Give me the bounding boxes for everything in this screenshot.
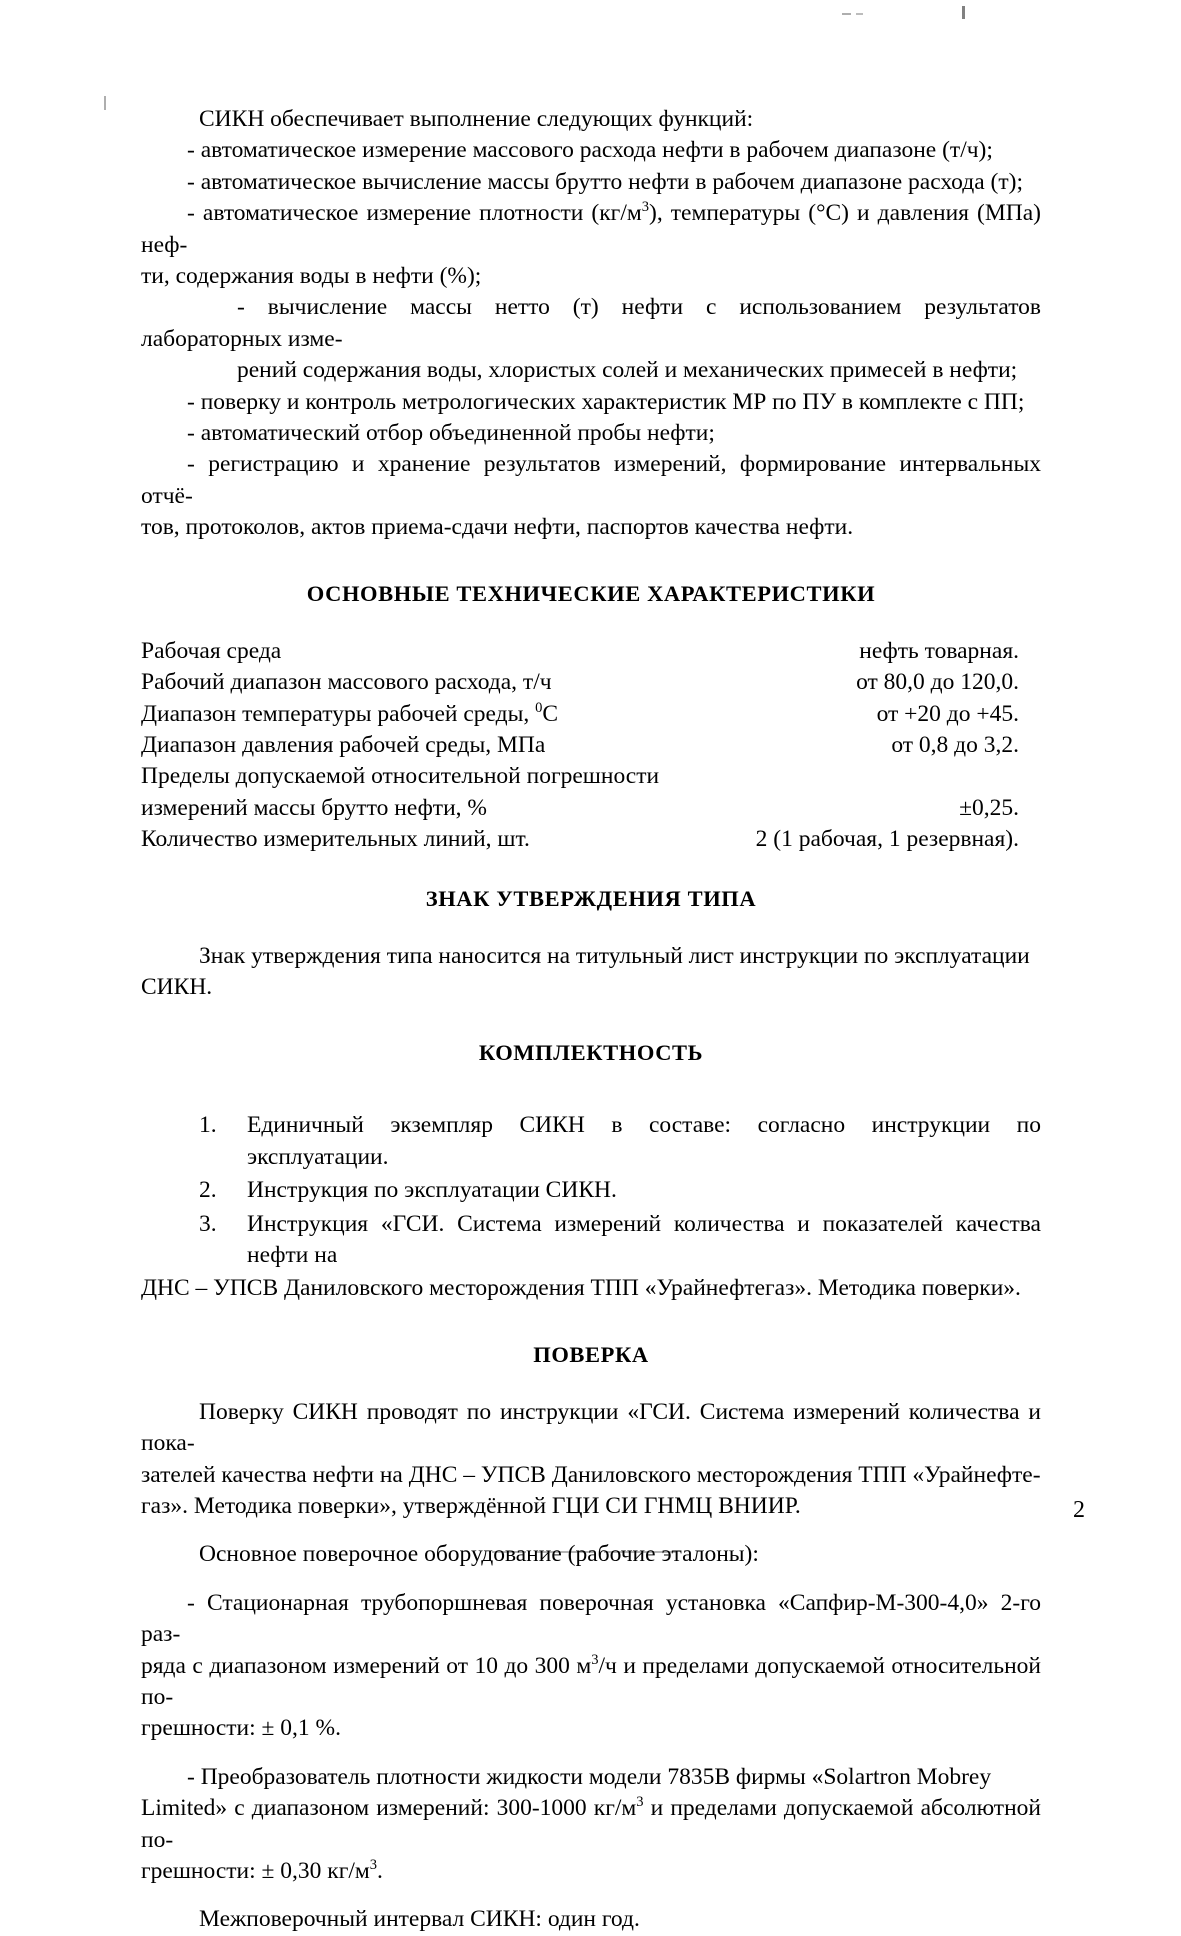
scan-artifact [856, 13, 863, 15]
verification-section [141, 1339, 1041, 1936]
list-text: Единичный экземпляр СИКН в составе: согласно инструкции по эксплуатации. [247, 1112, 1041, 1170]
specifications-section [141, 578, 1041, 856]
spec-row [141, 793, 1019, 824]
superscript-three: 3 [636, 1794, 644, 1811]
verification-paragraph-line-2: зателей качества нефти на ДНС – УПСВ Даниловского месторождения ТПП «Урайнефте- [141, 1461, 1041, 1488]
completeness-item-3-continuation: ДНС – УПСВ Даниловского месторождения ТПП «Урайнефтегаз». Методика поверки». [141, 1275, 1021, 1302]
verification-interval: Межповерочный интервал СИКН: один год. [199, 1906, 640, 1933]
scan-artifact [842, 13, 851, 15]
superscript-degree: 0 [535, 699, 543, 716]
spec-value: 2 (1 рабочая, 1 резервная). [755, 826, 1019, 853]
verification-paragraph-line-3: газ». Методика поверки», утверждённой ГЦИ СИ ГНМЦ ВНИИР. [141, 1493, 801, 1519]
verification-paragraph-line-1: Поверку СИКН проводят по инструкции «ГСИ. Система измерений количества и пока- [141, 1398, 1041, 1457]
verification-equipment-intro: Основное поверочное оборудование (рабочие эталоны): [199, 1541, 759, 1568]
scan-artifact [104, 96, 106, 110]
list-text: Инструкция по эксплуатации СИКН. [247, 1177, 617, 1204]
approval-mark-heading: ЗНАК УТВЕРЖДЕНИЯ ТИПА [425, 885, 757, 911]
completeness-section [141, 1037, 1041, 1304]
list-item [141, 1110, 1041, 1173]
spec-value: от 0,8 до 3,2. [891, 731, 1019, 758]
spec-row [141, 730, 1019, 761]
spec-row [141, 667, 1019, 698]
equipment-1-line-2: ряда с диапазоном измерений от 10 до 300 $м^3/ч$ и пределами допускаемой относительной по- [141, 1651, 1041, 1711]
equipment-1-line-1: - Стационарная трубопоршневая поверочная установка «Сапфир-М-300-4,0» 2-го раз- [141, 1589, 1041, 1648]
spec-label: Рабочая среда [141, 637, 282, 664]
function-item: - вычисление массы нетто (т) нефти с использованием результатов лабораторных изме- рений содержания воды, хлористых солей и механических примесей в нефти; [141, 294, 1041, 384]
list-marker: 3. [199, 1210, 217, 1237]
completeness-heading: КОМПЛЕКТНОСТЬ [478, 1040, 704, 1066]
scan-artifact [962, 6, 965, 19]
spec-label: Диапазон температуры рабочей среды, $^0$С [141, 699, 559, 727]
equipment-2-line-1: - Преобразователь плотности жидкости модели 7835В фирмы «Solartron Mobrey [187, 1763, 992, 1790]
spec-value: от 80,0 до 120,0. [856, 669, 1019, 696]
list-marker: 2. [199, 1177, 217, 1204]
function-item: - поверку и контроль метрологических характеристик МР по ПУ в комплекте с ПП; [187, 388, 1025, 415]
functions-list [141, 135, 1041, 543]
spec-value: нефть товарная. [859, 637, 1019, 664]
spec-value: от +20 до +45. [876, 700, 1019, 727]
list-item [141, 1175, 1041, 1206]
document-body [141, 104, 1041, 1936]
function-item: - автоматическое измерение плотности $(кг/м^3)$, температуры (°С) и давления (МПа) неф- ти, содержания воды в нефти (%); [141, 199, 1041, 290]
list-marker: 1. [199, 1112, 217, 1139]
function-item: - регистрацию и хранение результатов измерений, формирование интервальных отчё- тов, протоколов, актов приема-сдачи нефти, паспортов качества нефти. [141, 451, 1041, 541]
approval-mark-section [141, 883, 1041, 1004]
spec-label: Рабочий диапазон массового расхода, т/ч [141, 669, 552, 696]
functions-lead: СИКН обеспечивает выполнение следующих функций: [199, 106, 754, 132]
function-item: - автоматическое измерение массового расхода нефти в рабочем диапазоне (т/ч); [187, 137, 993, 164]
spec-row [141, 699, 1019, 730]
spec-value: ±0,25. [959, 794, 1019, 821]
equipment-1-line-3: грешности: ± 0,1 %. [141, 1715, 341, 1742]
spec-row [141, 636, 1019, 667]
function-item: - автоматическое вычисление массы брутто нефти в рабочем диапазоне расхода (т); [187, 168, 1023, 195]
approval-mark-line-1: Знак утверждения типа наносится на титульный лист инструкции по эксплуатации [199, 942, 1030, 969]
completeness-list [141, 1110, 1041, 1271]
equipment-2-line-2: Limited» с диапазоном измерений: 300-1000 $кг/м^3$ и пределами допускаемой абсолютной по- [141, 1794, 1041, 1853]
verification-heading: ПОВЕРКА [533, 1341, 649, 1367]
spec-label: Пределы допускаемой относительной погрешности [141, 763, 660, 790]
spec-label: Диапазон давления рабочей среды, МПа [141, 731, 546, 758]
superscript-three: 3 [641, 199, 649, 216]
function-item: - автоматический отбор объединенной пробы нефти; [187, 420, 715, 447]
equipment-2-line-3: грешности: ± 0,30 $кг/м^3$. [141, 1857, 383, 1885]
spec-label: Количество измерительных линий, шт. [141, 826, 530, 853]
page-number: 2 [1073, 1497, 1085, 1523]
list-item [141, 1209, 1041, 1272]
spec-row [141, 824, 1019, 855]
spec-label: измерений массы брутто нефти, % [141, 794, 487, 821]
approval-mark-line-2: СИКН. [141, 973, 213, 1000]
spec-row [141, 761, 1019, 792]
functions-section [141, 104, 1041, 544]
specifications-heading: ОСНОВНЫЕ ТЕХНИЧЕСКИЕ ХАРАКТЕРИСТИКИ [306, 580, 876, 606]
list-text: Инструкция «ГСИ. Система измерений количества и показателей качества нефти на [247, 1210, 1041, 1268]
superscript-three: 3 [369, 1857, 378, 1874]
superscript-three: 3 [591, 1651, 599, 1668]
